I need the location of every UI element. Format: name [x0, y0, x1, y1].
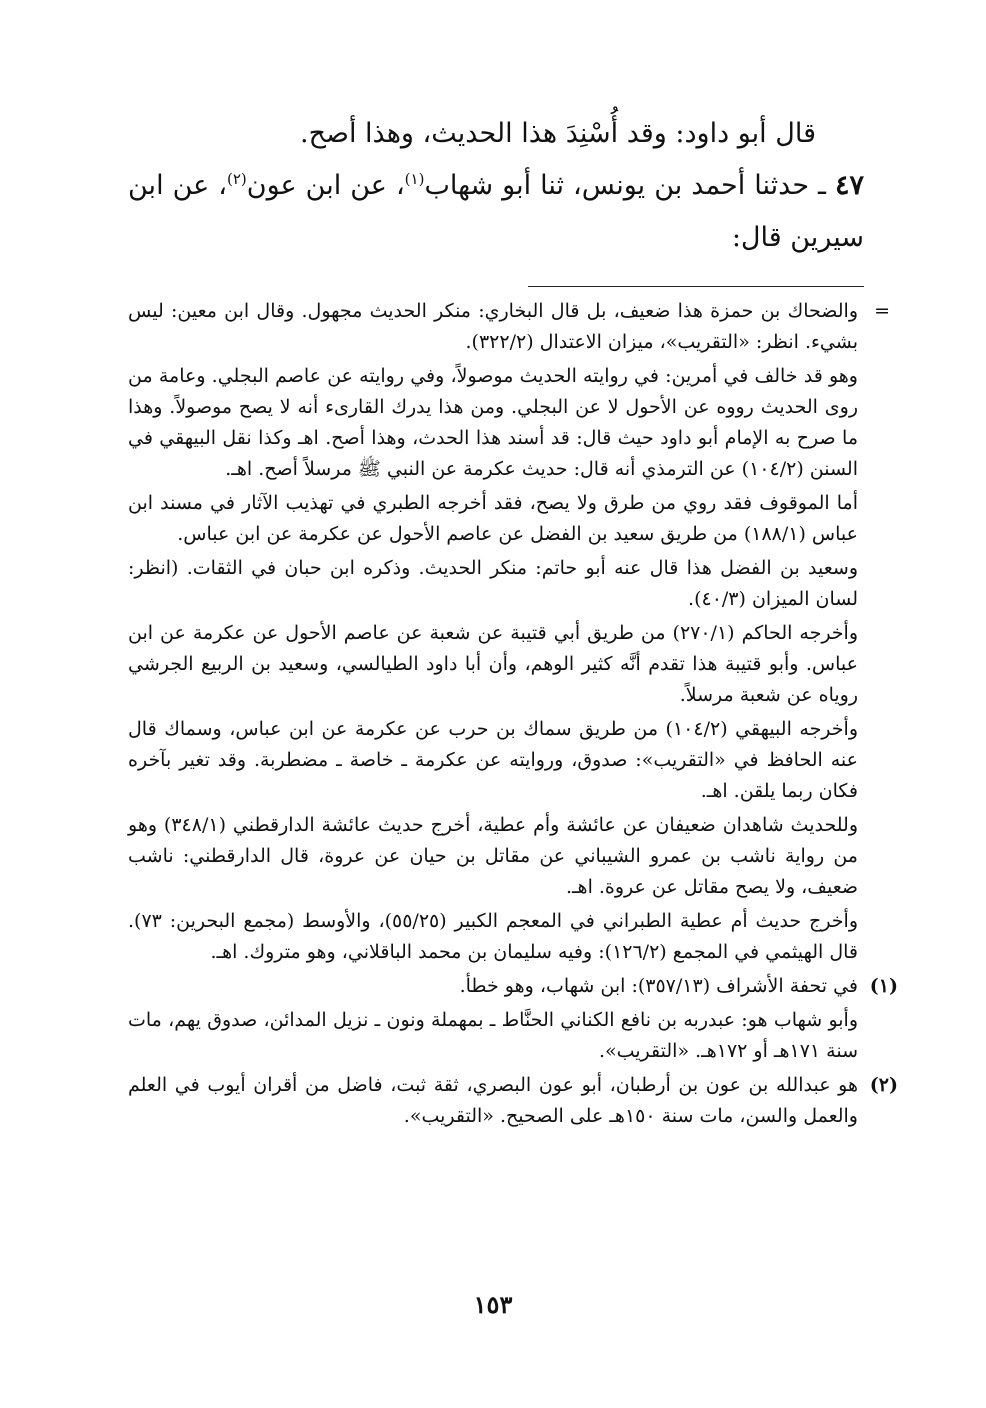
footnote-1-label: (١) [869, 975, 898, 997]
hadith-text-b: ، عن ابن عون [246, 170, 405, 201]
footnote-paragraph: وأخرجه البيهقي (١٠٤/٢) من طريق سماك بن حرب عن عكرمة عن ابن عباس، وسماك قال عنه الحافظ في «التقريب»: صدوق، وروايته عن عكرمة ـ خاصة ـ مضطربة. وقد تغير بآخره فكان ربما يلقن. اهـ. [128, 718, 858, 802]
footnote-paragraph [128, 296, 890, 358]
hadith-47 [128, 160, 864, 264]
footnote-1 [128, 971, 898, 1002]
page-number: ١٥٣ [473, 1290, 513, 1319]
footnote-paragraph: وأخرج حديث أم عطية الطبراني في المعجم الكبير (٥٥/٢٥)، والأوسط (مجمع البحرين: ٧٣). قال الهيثمي في المجمع (١٢٦/٢): وفيه سليمان بن محمد الباقلاني، وهو متروك. اهـ. [128, 910, 859, 963]
footnote-paragraph: وسعيد بن الفضل هذا قال عنه أبو حاتم: منكر الحديث. وذكره ابن حبان في الثقات. (انظر: لسان الميزان (٤٠/٣). [128, 557, 858, 610]
footnote-2 [128, 1070, 898, 1132]
hadith-text-a: ـ حدثنا أحمد بن يونس، ثنا أبو شهاب [424, 170, 835, 201]
footnote-1-text: في تحفة الأشراف (٣٥٧/١٣): ابن شهاب، وهو خطأ. [459, 975, 858, 997]
footnote-paragraph-text: والضحاك بن حمزة هذا ضعيف، بل قال البخاري: منكر الحديث مجهول. وقال ابن معين: ليس بشيء. انظر: «التقريب»، ميزان الاعتدال (٣٢٢/٢). [128, 300, 858, 353]
footnote-ref-2[interactable]: (٢) [226, 170, 247, 188]
footnote-2-text: هو عبدالله بن عون بن أرطبان، أبو عون البصري، ثقة ثبت، فاضل من أقران أيوب في العلم والعمل والسن، مات سنة ١٥٠هـ على الصحيح. «التقريب». [128, 1074, 858, 1127]
continuation-mark: = [874, 300, 890, 322]
hadith-text-c: ، عن ابن سيرين قال: [128, 170, 864, 253]
footnote-1-continuation: وأبو شهاب هو: عبدربه بن نافع الكناني الحنَّاط ـ بمهملة ونون ـ نزيل المدائن، صدوق يهم، مات سنة ١٧١هـ أو ١٧٢هـ. «التقريب». [128, 1009, 858, 1062]
footnote-2-label: (٢) [869, 1074, 898, 1096]
hadith-number: ٤٧ [834, 170, 864, 201]
footnote-ref-1[interactable]: (١) [404, 170, 425, 188]
footnote-paragraph: أما الموقوف فقد روي من طرق ولا يصح، فقد أخرجه الطبري في تهذيب الآثار في مسند ابن عباس (١٨٨/١) من طريق سعيد بن الفضل عن عاصم الأحول عن عكرمة عن ابن عباس. [128, 492, 858, 545]
footnotes [128, 296, 898, 1135]
footnote-paragraph: وهو قد خالف في أمرين: في روايته الحديث موصولاً، وفي روايته عن عاصم البجلي. وعامة من روى الحديث رووه عن الأحول لا عن البجلي. ومن هذا يدرك القارىء أنه لا يصح موصولاً. وهذا ما صرح به الإمام أبو داود حيث قال: قد أسند هذا الحدث، وهذا أصح. اهـ وكذا نقل البيهقي في السنن (١٠٤/٢) عن الترمذي أنه قال: حديث عكرمة عن النبي ﷺ مرسلاً أصح. اهـ. [128, 365, 858, 480]
footnote-paragraph: وأخرجه الحاكم (٢٧٠/١) من طريق أبي قتيبة عن شعبة عن عاصم الأحول عن عكرمة عن ابن عباس. وأبو قتيبة هذا تقدم أنَّه كثير الوهم، وأن أبا داود الطيالسي، وسعيد بن الربيع الجرشي روياه عن شعبة مرسلاً. [128, 622, 859, 706]
footnote-paragraph: وللحديث شاهدان ضعيفان عن عائشة وأم عطية، أخرج حديث عائشة الدارقطني (٣٤٨/١) وهو من رواية ناشب بن عمرو الشيباني عن مقاتل بن حيان عن عروة، قال الدارقطني: ناشب ضعيف، ولا يصح مقاتل عن عروة. اهـ. [128, 814, 858, 898]
main-text [128, 108, 864, 264]
abu-dawud-remark: قال أبو داود: وقد أُسْنِدَ هذا الحديث، وهذا أصح. [300, 118, 816, 149]
footnote-separator [528, 286, 864, 287]
